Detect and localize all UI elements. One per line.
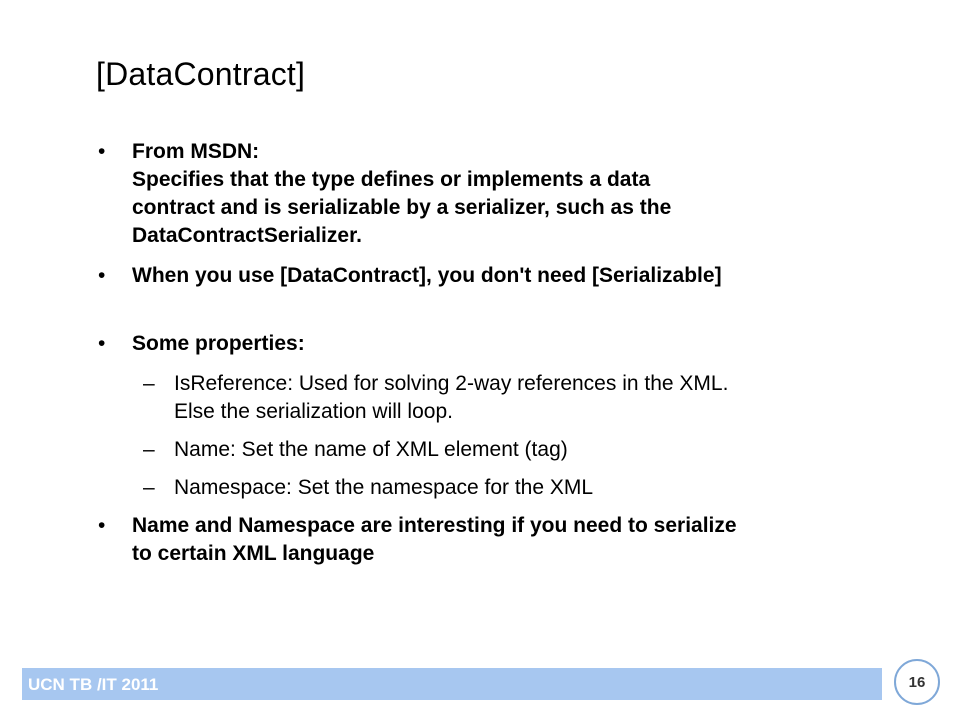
bullet-line: to certain XML language [132, 542, 375, 565]
spacer [96, 302, 926, 330]
bullet-line: DataContractSerializer. [132, 224, 362, 247]
subitem-marker: – [143, 438, 155, 461]
bullet-some-properties [96, 330, 926, 358]
bullet-from-msdn [96, 138, 926, 250]
bullet-marker: • [98, 264, 106, 287]
bullet-line: From MSDN: [132, 140, 260, 163]
bullet-marker: • [98, 514, 106, 537]
subitem-line: IsReference: Used for solving 2-way references in the XML. [174, 372, 729, 395]
bullet-name-namespace [96, 512, 926, 568]
subitem-marker: – [143, 476, 155, 499]
bullet-line: contract and is serializable by a serializer, such as the [132, 196, 672, 219]
subitem-namespace [96, 474, 926, 502]
subitem-isreference [96, 370, 926, 426]
subitem-line: Else the serialization will loop. [174, 400, 453, 423]
footer-label: UCN TB /IT 2011 [28, 675, 159, 694]
subitem-line: Name: Set the name of XML element (tag) [174, 438, 568, 461]
bullet-line: Specifies that the type defines or implements a data [132, 168, 651, 191]
bullet-line: Name and Namespace are interesting if you need to serialize [132, 514, 737, 537]
subitem-line: Namespace: Set the namespace for the XML [174, 476, 594, 499]
bullet-line: Some properties: [132, 332, 305, 355]
bullet-serializable-note [96, 262, 926, 290]
slide-title: [DataContract] [96, 56, 306, 92]
subitem-name [96, 436, 926, 464]
slide-body [96, 138, 926, 580]
subitem-marker: – [143, 372, 155, 395]
page-number-badge [894, 659, 940, 705]
bullet-line: When you use [DataContract], you don't need [Serializable] [132, 264, 722, 287]
page-number: 16 [908, 673, 926, 691]
bullet-marker: • [98, 332, 106, 355]
footer-bar [22, 668, 882, 700]
bullet-marker: • [98, 140, 106, 163]
